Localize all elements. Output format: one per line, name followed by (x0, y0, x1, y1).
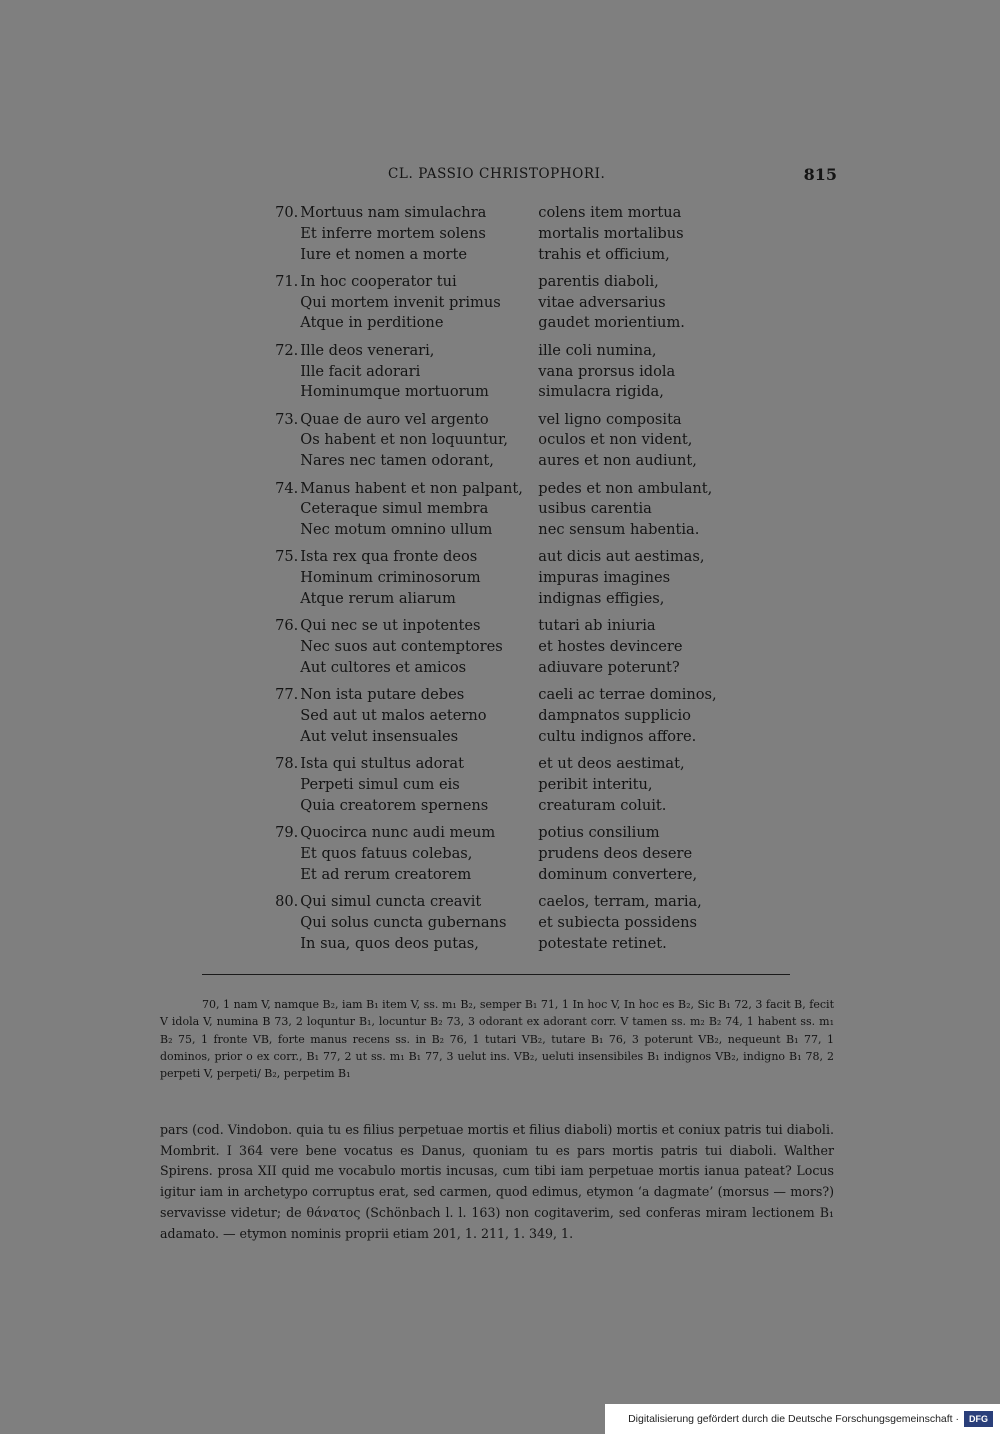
verse-second-half: aures et non audiunt, (538, 452, 697, 470)
stanza-number: 73. (275, 410, 299, 428)
verse-line (255, 293, 735, 314)
verse-second-half: dampnatos supplicio (538, 707, 691, 725)
stanza (255, 272, 735, 334)
verse-line (255, 245, 735, 266)
stanza-number (255, 727, 299, 748)
verse-first-half: Aut velut insensuales (300, 727, 459, 745)
commentary-note: pars (cod. Vindobon. quia tu es filius perpetuae mortis et filius diaboli) mortis et coniux patris tui diaboli. Mombrit. I 364 vere bene vocatus es Danus, quoniam tu es pars mortis patris tui diaboli. Walther Spirens. prosa XII quid me vocabulo mortis incusas, cum tibi iam perpetuae mortis ianua pateat? Locus igitur iam in archetypo corruptus erat, sed carmen, quod edimus, etymon ‘a dagmate’ (morsus — mors?) servavisse videtur; de θάνατος (Schönbach l. l. 163) non cogitaverim, sed conferas miram lectionem B₁ adamato. — etymon nominis proprii etiam 201, 1. 211, 1. 349, 1. (160, 1122, 834, 1241)
running-title: CL. PASSIO CHRISTOPHORI. (388, 166, 606, 182)
verse-first-half: Et inferre mortem solens (300, 224, 486, 242)
page-number: 815 (803, 165, 837, 184)
verse-first-half: Mortuus nam simulachra (300, 204, 487, 221)
verse-second-half: cultu indignos affore. (538, 727, 697, 745)
verse-first-half: Qui simul cuncta creavit (300, 892, 482, 910)
verse-line (255, 520, 735, 541)
verse-first-half: Non ista putare debes (300, 686, 465, 704)
verse-second-half: et subiecta possidens (538, 913, 697, 931)
verse-second-half: oculos et non vident, (538, 431, 693, 449)
stanza-number (255, 430, 299, 451)
stanza (255, 823, 735, 885)
verse-second-half: nec sensum habentia. (538, 521, 700, 539)
stanza-number (255, 637, 299, 658)
stanza-number: 80. (275, 892, 299, 910)
verse-second-half: prudens deos desere (538, 844, 693, 862)
dfg-logo (964, 1411, 993, 1427)
stanza-number: 76. (275, 617, 299, 635)
dfg-footer (605, 1404, 1000, 1434)
verse-second-half: vana prorsus idola (538, 362, 676, 380)
verse-first-half: Qui mortem invenit primus (300, 293, 501, 311)
verse-first-half: Aut cultores et amicos (300, 658, 467, 676)
verse-line (255, 913, 735, 934)
stanza-number (255, 499, 299, 520)
verse-second-half: peribit interitu, (538, 775, 653, 793)
verse-line (255, 410, 735, 431)
verse-line (255, 313, 735, 334)
stanza-number: 70. (275, 204, 299, 221)
verse-line (255, 685, 735, 706)
verse-line (255, 224, 735, 245)
stanza (255, 892, 735, 954)
verse-first-half: Nec motum omnino ullum (300, 521, 493, 539)
stanza-number (255, 658, 299, 679)
verse-first-half: Atque rerum aliarum (300, 590, 456, 608)
stanza-number (255, 775, 299, 796)
stanza-number (255, 293, 299, 314)
verse-first-half: Quae de auro vel argento (300, 410, 489, 428)
verse-second-half: usibus carentia (538, 500, 652, 518)
verse-line (255, 382, 735, 403)
verse-second-half: potius consilium (538, 824, 660, 842)
verse-line (255, 568, 735, 589)
stanza-number (255, 451, 299, 472)
verse-line (255, 589, 735, 610)
stanza-number: 71. (275, 272, 299, 290)
verse-second-half: parentis diaboli, (538, 272, 659, 290)
stanza-number: 74. (275, 479, 299, 497)
verse-first-half: Os habent et non loquuntur, (300, 431, 508, 449)
verse-first-half: Ille deos venerari, (300, 341, 435, 359)
verse-second-half: trahis et officium, (538, 245, 670, 263)
page-header (160, 166, 840, 188)
verse-second-half: creaturam coluit. (538, 796, 667, 814)
verse-line (255, 430, 735, 451)
verse-first-half: Perpeti simul cum eis (300, 775, 460, 793)
stanza-number (255, 568, 299, 589)
stanza-number (255, 796, 299, 817)
verse-second-half: impuras imagines (538, 569, 671, 587)
verse-first-half: In sua, quos deos putas, (300, 934, 479, 952)
stanza-number (255, 589, 299, 610)
verse-line (255, 341, 735, 362)
stanza-number: 72. (275, 341, 299, 359)
stanza-number (255, 245, 299, 266)
stanza-number (255, 313, 299, 334)
stanza (255, 479, 735, 541)
verse-first-half: Atque in perditione (300, 314, 444, 332)
stanza-number (255, 382, 299, 403)
verse-second-half: et ut deos aestimat, (538, 755, 685, 773)
stanza-number (255, 362, 299, 383)
verse-line (255, 616, 735, 637)
verse-first-half: Hominum criminosorum (300, 569, 481, 587)
verse-second-half: dominum convertere, (538, 865, 698, 883)
stanza (255, 203, 735, 265)
verse-first-half: Qui nec se ut inpotentes (300, 617, 481, 635)
dfg-logo-text: DFG (969, 1414, 988, 1424)
verse-first-half: Nec suos aut contemptores (300, 638, 503, 656)
stanza (255, 547, 735, 609)
verse-second-half: gaudet morientium. (538, 314, 685, 332)
stanza-number (255, 865, 299, 886)
stanza-number (255, 934, 299, 955)
stanza-number (255, 224, 299, 245)
verse-second-half: indignas effigies, (538, 590, 665, 608)
stanza (255, 685, 735, 747)
verse-line (255, 479, 735, 500)
stanza-number (255, 844, 299, 865)
verse-first-half: Et ad rerum creatorem (300, 865, 472, 883)
stanza-number (255, 706, 299, 727)
stanza-number: 77. (275, 686, 299, 704)
stanza (255, 410, 735, 472)
verse-first-half: Iure et nomen a morte (300, 245, 467, 263)
verse-line (255, 796, 735, 817)
verse-first-half: Manus habent et non palpant, (300, 479, 523, 497)
verse-line (255, 823, 735, 844)
stanza-number: 75. (275, 548, 299, 566)
verse-first-half: Ista qui stultus adorat (300, 755, 464, 773)
verse-second-half: tutari ab iniuria (538, 617, 656, 635)
verse-second-half: simulacra rigida, (538, 383, 664, 401)
footnote-separator (202, 974, 790, 975)
verse-first-half: Quia creatorem spernens (300, 796, 489, 814)
stanza-number (255, 520, 299, 541)
verse-first-half: Quocirca nunc audi meum (300, 824, 496, 842)
verse-second-half: pedes et non ambulant, (538, 479, 713, 497)
verse-second-half: vel ligno composita (538, 410, 682, 428)
verse-first-half: Sed aut ut malos aeterno (300, 707, 487, 725)
verse-line (255, 272, 735, 293)
stanza (255, 616, 735, 678)
verse-line (255, 658, 735, 679)
verse-first-half: Et quos fatuus colebas, (300, 844, 473, 862)
verse-first-half: Ceteraque simul membra (300, 500, 489, 518)
verse-line (255, 775, 735, 796)
verse-line (255, 706, 735, 727)
verse-line (255, 934, 735, 955)
verse-line (255, 892, 735, 913)
verse-first-half: Nares nec tamen odorant, (300, 452, 494, 470)
verse-first-half: Qui solus cuncta gubernans (300, 913, 507, 931)
verse-second-half: caeli ac terrae dominos, (538, 686, 717, 704)
poem-text (255, 203, 735, 961)
verse-line (255, 727, 735, 748)
verse-second-half: adiuvare poterunt? (538, 658, 680, 676)
verse-line (255, 754, 735, 775)
verse-first-half: In hoc cooperator tui (300, 272, 457, 290)
verse-first-half: Ille facit adorari (300, 362, 421, 380)
stanza-number: 78. (275, 755, 299, 773)
verse-line (255, 203, 735, 224)
stanza (255, 341, 735, 403)
verse-second-half: aut dicis aut aestimas, (538, 548, 705, 566)
stanza (255, 754, 735, 816)
verse-second-half: colens item mortua (538, 204, 682, 221)
verse-second-half: potestate retinet. (538, 934, 667, 952)
verse-line (255, 844, 735, 865)
verse-line (255, 865, 735, 886)
verse-first-half: Ista rex qua fronte deos (300, 548, 478, 566)
critical-apparatus: 70, 1 nam V, namque B₂, iam B₁ item V, ss. m₁ B₂, semper B₁ 71, 1 In hoc V, In hoc es B₂, Sic B₁ 72, 3 facit B, fecit V idola V, numina B 73, 2 loquntur B₁, locuntur B₂ 73, 3 odorant ex adorant corr. V tamen ss. m₂ B₂ 74, 1 habent ss. m₁ B₂ 75, 1 fronte VB, forte manus recens ss. in B₂ 76, 1 tutari VB₂, tutare B₁ 76, 3 poterunt VB₂, nequeunt B₁ 77, 1 dominos, prior o ex corr., B₁ 77, 2 ut ss. m₁ B₁ 77, 3 uelut ins. VB₂, ueluti insensibiles B₁ indignos VB₂, indigno B₁ 78, 2 perpeti V, perpeti/ B₂, perpetim B₁ (160, 998, 834, 1081)
verse-line (255, 451, 735, 472)
verse-second-half: et hostes devincere (538, 638, 683, 656)
verse-first-half: Hominumque mortuorum (300, 383, 489, 401)
dfg-funding-text: Digitalisierung gefördert durch die Deutsche Forschungsgemeinschaft · (628, 1413, 959, 1425)
verse-line (255, 637, 735, 658)
verse-second-half: mortalis mortalibus (538, 224, 684, 242)
verse-second-half: caelos, terram, maria, (538, 892, 702, 910)
verse-second-half: vitae adversarius (538, 293, 666, 311)
verse-line (255, 547, 735, 568)
stanza-number: 79. (275, 824, 299, 842)
stanza-number (255, 913, 299, 934)
verse-second-half: ille coli numina, (538, 341, 657, 359)
verse-line (255, 362, 735, 383)
verse-line (255, 499, 735, 520)
